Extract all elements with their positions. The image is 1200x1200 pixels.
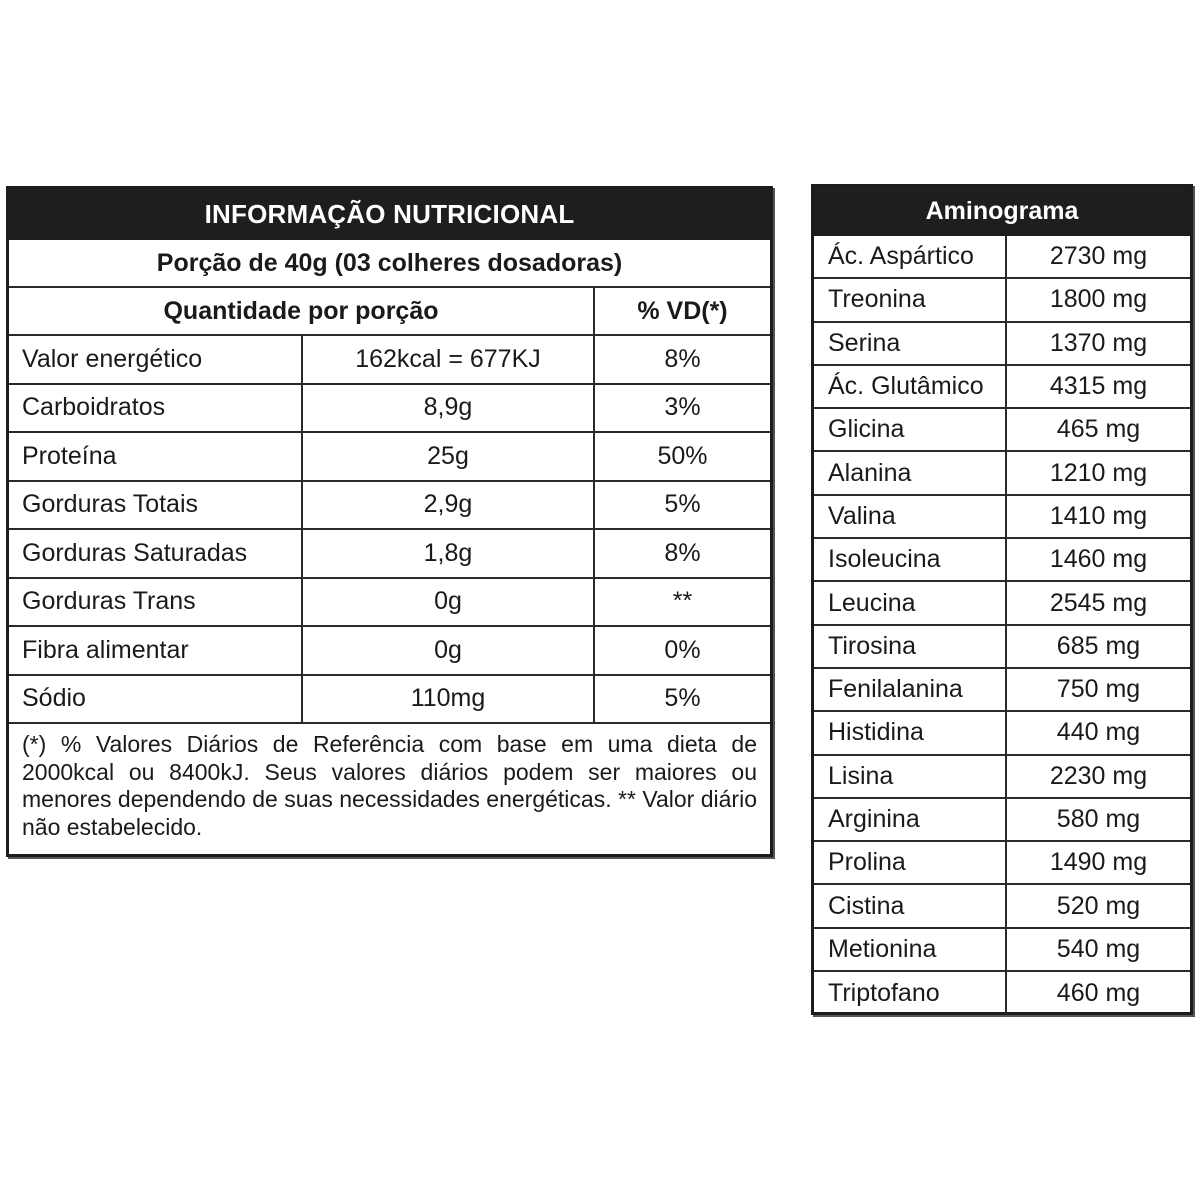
amino-acid-value: 1410 mg <box>1049 501 1148 530</box>
table-row <box>814 756 1190 799</box>
nutrient-vd: 0% <box>664 635 701 664</box>
nutrient-vd: 5% <box>664 684 701 713</box>
amino-acid-value: 520 mg <box>1056 891 1141 920</box>
table-row <box>9 676 770 725</box>
amino-acid-name: Triptofano <box>814 972 1007 1015</box>
nutrition-facts-table <box>6 186 773 857</box>
amino-acid-value: 2545 mg <box>1049 588 1148 617</box>
nutrient-vd: 3% <box>664 393 701 422</box>
table-row <box>814 323 1190 366</box>
nutrient-amount: 162kcal = 677KJ <box>303 336 595 383</box>
amino-acid-name: Ác. Aspártico <box>814 236 1007 277</box>
amino-acid-name: Ác. Glutâmico <box>814 366 1007 407</box>
amino-acid-value: 4315 mg <box>1049 372 1148 401</box>
nutrient-amount: 8,9g <box>303 385 595 432</box>
nutrient-name: Fibra alimentar <box>9 627 303 674</box>
amino-acid-value: 440 mg <box>1056 718 1141 747</box>
table-row <box>9 336 770 385</box>
table-row <box>9 482 770 531</box>
nutrient-name: Gorduras Trans <box>9 579 303 626</box>
nutrient-name: Gorduras Totais <box>9 482 303 529</box>
amino-acid-name: Tirosina <box>814 626 1007 667</box>
amino-acid-name: Glicina <box>814 409 1007 450</box>
table-row <box>814 626 1190 669</box>
nutrient-name: Sódio <box>9 676 303 723</box>
table-row <box>814 582 1190 625</box>
amino-acid-name: Fenilalanina <box>814 669 1007 710</box>
aminogram-rows <box>814 236 1190 1015</box>
table-row <box>814 972 1190 1015</box>
table-row <box>814 366 1190 409</box>
nutrient-vd: 50% <box>657 441 708 470</box>
column-header-row <box>9 288 770 336</box>
table-row <box>814 712 1190 755</box>
table-row <box>814 669 1190 712</box>
amino-acid-name: Lisina <box>814 756 1007 797</box>
table-row <box>814 929 1190 972</box>
amino-acid-name: Arginina <box>814 799 1007 840</box>
table-row <box>814 842 1190 885</box>
amino-acid-value: 1490 mg <box>1049 848 1148 877</box>
amino-acid-value: 1460 mg <box>1049 545 1148 574</box>
amino-acid-name: Metionina <box>814 929 1007 970</box>
column-header-amount: Quantidade por porção <box>9 288 595 334</box>
table-row <box>9 530 770 579</box>
table-row <box>814 236 1190 279</box>
amino-acid-name: Treonina <box>814 279 1007 320</box>
table-row <box>9 385 770 434</box>
nutrient-vd: 8% <box>664 538 701 567</box>
column-header-vd: % VD(*) <box>637 296 728 325</box>
nutrient-name: Gorduras Saturadas <box>9 530 303 577</box>
nutrient-vd: 8% <box>664 344 701 373</box>
nutrition-rows <box>9 336 770 724</box>
table-row <box>9 579 770 628</box>
nutrient-amount: 110mg <box>303 676 595 723</box>
amino-acid-name: Valina <box>814 496 1007 537</box>
nutrient-vd: ** <box>672 587 693 616</box>
nutrient-name: Proteína <box>9 433 303 480</box>
amino-acid-name: Histidina <box>814 712 1007 753</box>
nutrient-amount: 1,8g <box>303 530 595 577</box>
table-row <box>9 433 770 482</box>
amino-acid-value: 1370 mg <box>1049 328 1148 357</box>
amino-acid-name: Prolina <box>814 842 1007 883</box>
amino-acid-value: 460 mg <box>1056 979 1141 1008</box>
table-row <box>814 279 1190 322</box>
nutrient-vd: 5% <box>664 490 701 519</box>
amino-acid-name: Isoleucina <box>814 539 1007 580</box>
table-row <box>814 409 1190 452</box>
amino-acid-value: 465 mg <box>1056 415 1141 444</box>
aminogram-table <box>811 184 1193 1015</box>
amino-acid-value: 1210 mg <box>1049 458 1148 487</box>
amino-acid-value: 750 mg <box>1056 675 1141 704</box>
amino-acid-value: 580 mg <box>1056 805 1141 833</box>
table-row <box>814 452 1190 495</box>
aminogram-title: Aminograma <box>814 187 1190 236</box>
amino-acid-name: Alanina <box>814 452 1007 493</box>
table-row <box>814 539 1190 582</box>
nutrition-title: INFORMAÇÃO NUTRICIONAL <box>9 189 770 240</box>
table-row <box>814 496 1190 539</box>
amino-acid-name: Serina <box>814 323 1007 364</box>
amino-acid-value: 685 mg <box>1056 631 1141 660</box>
table-row <box>9 627 770 676</box>
nutrient-amount: 0g <box>303 627 595 674</box>
nutrient-amount: 2,9g <box>303 482 595 529</box>
amino-acid-name: Leucina <box>814 582 1007 623</box>
table-row <box>814 799 1190 842</box>
table-row <box>814 885 1190 928</box>
amino-acid-value: 540 mg <box>1056 934 1141 963</box>
amino-acid-name: Cistina <box>814 885 1007 926</box>
nutrient-amount: 25g <box>303 433 595 480</box>
nutrient-name: Carboidratos <box>9 385 303 432</box>
amino-acid-value: 2730 mg <box>1049 242 1148 271</box>
nutrient-name: Valor energético <box>9 336 303 383</box>
footnote: (*) % Valores Diários de Referência com base em uma dieta de 2000kcal ou 8400kJ. Seus valores diários podem ser maiores ou menores dependendo de suas necessidades energéticas. ** Valor diário não estabelecido. <box>22 731 757 840</box>
serving-size: Porção de 40g (03 colheres dosadoras) <box>9 240 770 288</box>
amino-acid-value: 1800 mg <box>1049 285 1148 314</box>
nutrient-amount: 0g <box>303 579 595 626</box>
amino-acid-value: 2230 mg <box>1049 761 1148 790</box>
